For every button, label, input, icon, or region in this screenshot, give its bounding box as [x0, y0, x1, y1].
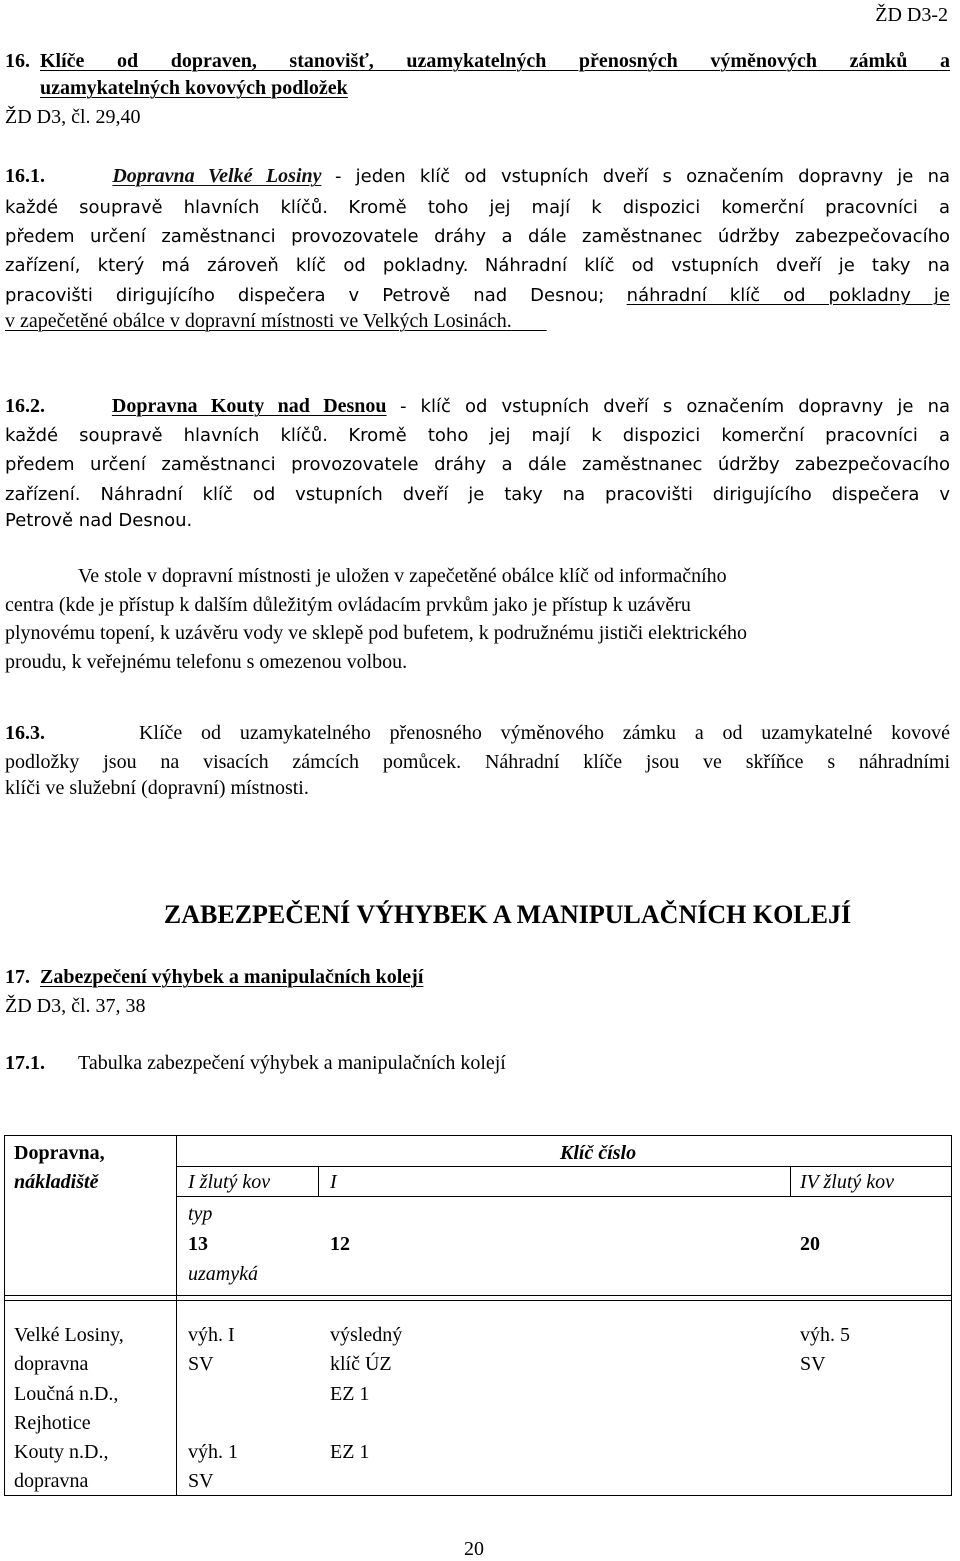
paragraph-16-1-line2 [5, 193, 950, 222]
spare-key-envelope: v zapečetěné obálce v dopravní místnosti ve Velkých Losinách. [5, 310, 512, 332]
station-velke-losiny: Dopravna Velké Losiny [112, 165, 322, 187]
paragraph-16-1-line1 [5, 162, 950, 191]
table-head-locks: uzamyká [188, 1263, 258, 1285]
table-row3-station-l2: dopravna [14, 1470, 89, 1492]
section-17-1-title: Tabulka zabezpečení výhybek a manipulačních kolejí [78, 1052, 506, 1074]
page-number: 20 [464, 1538, 484, 1560]
table-row3-c1-l2: SV [188, 1470, 214, 1492]
table-head-num2: 12 [330, 1233, 350, 1255]
table-row1-c2-l1: výsledný [330, 1324, 403, 1346]
paragraph-16-1-text2a: každé soupravě hlavních klíčů. [5, 197, 328, 218]
table-row1-station-l1: Velké Losiny, [14, 1324, 124, 1346]
table-row2-station-l2: Rejhotice [14, 1412, 91, 1434]
desk-note-line4: proudu, k veřejnému telefonu s omezenou volbou. [5, 651, 408, 673]
paragraph-16-1-line5 [5, 281, 950, 310]
table-header-divider [4, 1295, 952, 1296]
section-16-reference: ŽD D3, čl. 29,40 [5, 106, 141, 128]
paragraph-16-2-text2a: každé soupravě hlavních klíčů. [5, 425, 328, 446]
table-head-station-l1: Dopravna, [14, 1142, 105, 1164]
table-row1-c3-l2: SV [800, 1353, 826, 1375]
table-col-divider [176, 1135, 177, 1496]
table-row2-station-l1: Loučná n.D., [14, 1383, 119, 1405]
section-16-title-line2: uzamykatelných kovových podložek [40, 77, 348, 99]
paragraph-16-1-text4b: Náhradní klíč od vstupních dveří je taky na [484, 255, 951, 276]
table-row2-c2-l1: EZ 1 [330, 1383, 370, 1405]
section-17-title: Zabezpečení výhybek a manipulačních kolejí [40, 966, 424, 988]
table-row1-c1-l2: SV [188, 1353, 214, 1375]
chapter-title: ZABEZPEČENÍ VÝHYBEK A MANIPULAČNÍCH KOLEJÍ [163, 900, 852, 929]
paragraph-16-2-text1: - klíč od vstupních dveří s označením dopravny je na [399, 396, 951, 417]
paragraph-16-3-line3: klíči ve služební (dopravní) místnosti. [5, 777, 309, 799]
table-row3-c2-l1: EZ 1 [330, 1441, 370, 1463]
table-header-divider-2 [4, 1300, 952, 1301]
paragraph-16-1-line4 [5, 251, 950, 280]
paragraph-16-2-line2 [5, 421, 950, 450]
table-head-num1: 13 [188, 1233, 208, 1255]
section-17-number: 17. [5, 966, 30, 988]
table-row1-station-l2: dopravna [14, 1353, 89, 1375]
paragraph-16-2-line4: zařízení. Náhradní klíč od vstupních dveří je taky na pracovišti dirigujícího dispečera v [5, 484, 950, 505]
table-row3-station-l1: Kouty n.D., [14, 1441, 109, 1463]
table-row1-c2-l2: klíč ÚZ [330, 1353, 392, 1375]
document-code: ŽD D3-2 [875, 4, 948, 26]
paragraph-16-1-text2b: Kromě toho jej mají k dispozici komerční pracovníci a [348, 197, 951, 218]
table-head-key-number: Klíč číslo [560, 1142, 637, 1164]
paragraph-16-2-line1 [5, 392, 950, 421]
section-17-reference: ŽD D3, čl. 37, 38 [5, 995, 146, 1017]
table-row3-c1-l1: výh. 1 [188, 1441, 238, 1463]
paragraph-16-2-line3: předem určení zaměstnanci provozovatele dráhy a dále zaměstnanec údržby zabezpečovacího [5, 454, 950, 475]
section-16-title [40, 47, 950, 76]
paragraph-16-1-text5a: pracovišti dirigujícího dispečera v Petrově nad Desnou; [5, 285, 605, 306]
desk-note-line2: centra (kde je přístup k dalším důležitým ovládacím prvkům jako je přístup k uzávěru [5, 594, 691, 616]
paragraph-16-1-text4a: zařízení, který má zároveň klíč od pokladny. [5, 255, 469, 276]
section-16-title-line1: Klíče od dopraven, stanovišť, uzamykatelných přenosných výměnových zámků a [40, 50, 950, 72]
spare-key-cashdesk: náhradní klíč od pokladny je [626, 285, 950, 306]
table-head-vline2 [790, 1166, 791, 1196]
paragraph-16-3-line1 [5, 719, 950, 748]
section-17-1-number: 17.1. [5, 1052, 45, 1074]
table-head-line1 [176, 1166, 952, 1167]
table-head-col2: I [330, 1171, 337, 1193]
table-head-type: typ [188, 1203, 213, 1225]
paragraph-16-1-text1: - jeden klíč od vstupních dveří s označením dopravny je na [334, 166, 951, 187]
table-row1-c1-l1: výh. I [188, 1324, 235, 1346]
table-head-col3: IV žlutý kov [800, 1171, 895, 1193]
table-head-line2 [176, 1196, 952, 1197]
table-head-station-l2: nákladiště [14, 1171, 99, 1193]
table-row1-c3-l1: výh. 5 [800, 1324, 850, 1346]
paragraph-16-2-line5: Petrově nad Desnou. [5, 510, 193, 531]
section-16-2-number: 16.2. [5, 395, 45, 417]
section-16-3-number: 16.3. [5, 722, 45, 744]
station-kouty-nad-desnou: Dopravna Kouty nad Desnou [111, 395, 387, 417]
paragraph-16-1-line3: předem určení zaměstnanci provozovatele dráhy a dále zaměstnanec údržby zabezpečovacího [5, 226, 950, 247]
table-head-col1: I žlutý kov [188, 1171, 271, 1193]
desk-note-line3: plynovému topení, k uzávěru vody ve sklepě pod bufetem, k podružnému jističi elektrického [5, 622, 748, 644]
paragraph-16-1-line6 [5, 310, 547, 333]
paragraph-16-3-text1: Klíče od uzamykatelného přenosného výměnového zámku a od uzamykatelné kovové [138, 722, 951, 744]
table-head-num3: 20 [800, 1233, 820, 1255]
paragraph-16-2-text2b: Kromě toho jej mají k dispozici komerční pracovníci a [348, 425, 951, 446]
section-16-1-number: 16.1. [5, 165, 45, 187]
section-16-number: 16. [5, 50, 30, 72]
paragraph-16-3-line2: podložky jsou na visacích zámcích pomůcek. Náhradní klíče jsou ve skříňce s náhradními [5, 751, 950, 773]
desk-note-line1: Ve stole v dopravní místnosti je uložen v zapečetěné obálce klíč od informačního [78, 565, 727, 587]
table-head-vline1 [318, 1166, 319, 1196]
